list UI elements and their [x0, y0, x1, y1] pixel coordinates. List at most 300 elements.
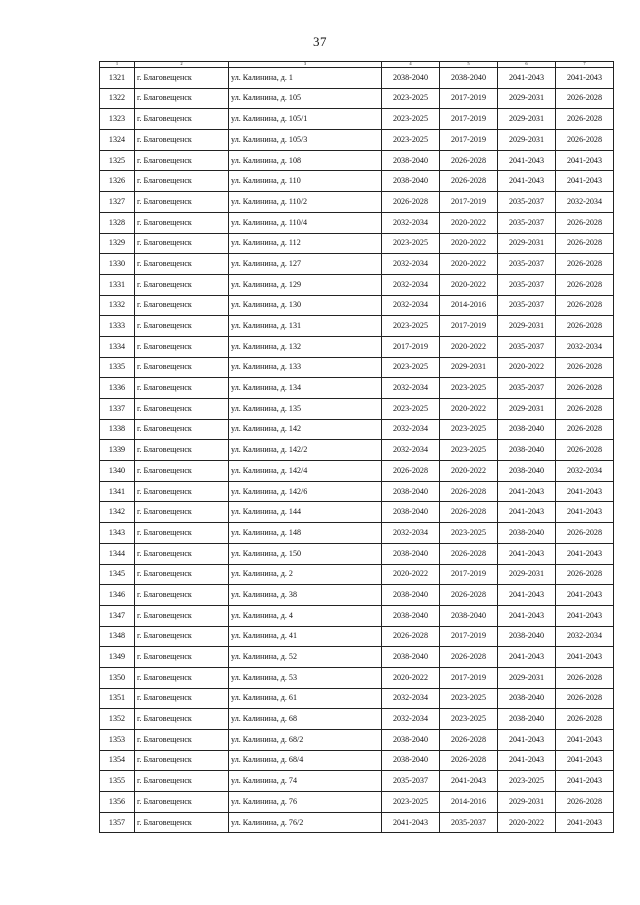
address-cell: ул. Калинина, д. 110/4	[229, 212, 382, 233]
row-number: 1349	[100, 647, 135, 668]
column-number: 6	[498, 62, 556, 68]
table-row	[100, 440, 614, 461]
address-cell: ул. Калинина, д. 53	[229, 667, 382, 688]
period-cell: 2026-2028	[440, 750, 498, 771]
period-cell: 2035-2037	[498, 274, 556, 295]
period-cell: 2032-2034	[556, 192, 614, 213]
table-row	[100, 667, 614, 688]
row-number: 1321	[100, 68, 135, 89]
row-number: 1354	[100, 750, 135, 771]
table-row	[100, 274, 614, 295]
period-cell: 2023-2025	[382, 357, 440, 378]
settlement-cell: г. Благовещенск	[135, 399, 229, 420]
table-row	[100, 130, 614, 151]
address-cell: ул. Калинина, д. 130	[229, 295, 382, 316]
row-number: 1338	[100, 419, 135, 440]
address-cell: ул. Калинина, д. 68/2	[229, 730, 382, 751]
period-cell: 2029-2031	[498, 667, 556, 688]
row-number: 1333	[100, 316, 135, 337]
period-cell: 2041-2043	[382, 812, 440, 833]
period-cell: 2026-2028	[556, 419, 614, 440]
period-cell: 2020-2022	[440, 461, 498, 482]
row-number: 1357	[100, 812, 135, 833]
row-number: 1355	[100, 771, 135, 792]
period-cell: 2026-2028	[440, 585, 498, 606]
period-cell: 2017-2019	[440, 109, 498, 130]
period-cell: 2029-2031	[498, 792, 556, 813]
address-cell: ул. Калинина, д. 132	[229, 336, 382, 357]
address-cell: ул. Калинина, д. 135	[229, 399, 382, 420]
period-cell: 2029-2031	[498, 564, 556, 585]
period-cell: 2020-2022	[440, 399, 498, 420]
period-cell: 2035-2037	[382, 771, 440, 792]
settlement-cell: г. Благовещенск	[135, 730, 229, 751]
period-cell: 2026-2028	[440, 543, 498, 564]
address-cell: ул. Калинина, д. 4	[229, 605, 382, 626]
row-number: 1334	[100, 336, 135, 357]
period-cell: 2017-2019	[440, 564, 498, 585]
period-cell: 2020-2022	[498, 812, 556, 833]
settlement-cell: г. Благовещенск	[135, 336, 229, 357]
address-cell: ул. Калинина, д. 142	[229, 419, 382, 440]
table-row	[100, 68, 614, 89]
period-cell: 2032-2034	[382, 440, 440, 461]
period-cell: 2041-2043	[556, 585, 614, 606]
settlement-cell: г. Благовещенск	[135, 585, 229, 606]
address-cell: ул. Калинина, д. 108	[229, 150, 382, 171]
address-cell: ул. Калинина, д. 41	[229, 626, 382, 647]
settlement-cell: г. Благовещенск	[135, 419, 229, 440]
period-cell: 2032-2034	[382, 254, 440, 275]
row-number: 1326	[100, 171, 135, 192]
row-number: 1336	[100, 378, 135, 399]
row-number: 1348	[100, 626, 135, 647]
table-row	[100, 461, 614, 482]
period-cell: 2026-2028	[440, 647, 498, 668]
period-cell: 2032-2034	[382, 274, 440, 295]
column-number: 4	[382, 62, 440, 68]
period-cell: 2023-2025	[440, 419, 498, 440]
period-cell: 2023-2025	[382, 109, 440, 130]
row-number: 1330	[100, 254, 135, 275]
table-row	[100, 109, 614, 130]
table-row	[100, 88, 614, 109]
settlement-cell: г. Благовещенск	[135, 440, 229, 461]
table-row	[100, 771, 614, 792]
period-cell: 2029-2031	[498, 88, 556, 109]
period-cell: 2032-2034	[382, 688, 440, 709]
period-cell: 2041-2043	[556, 730, 614, 751]
period-cell: 2026-2028	[556, 440, 614, 461]
period-cell: 2029-2031	[440, 357, 498, 378]
period-cell: 2020-2022	[498, 357, 556, 378]
address-cell: ул. Калинина, д. 76	[229, 792, 382, 813]
row-number: 1356	[100, 792, 135, 813]
period-cell: 2041-2043	[556, 502, 614, 523]
table-row	[100, 792, 614, 813]
row-number: 1343	[100, 523, 135, 544]
period-cell: 2041-2043	[556, 68, 614, 89]
address-cell: ул. Калинина, д. 142/4	[229, 461, 382, 482]
settlement-cell: г. Благовещенск	[135, 68, 229, 89]
table-row	[100, 150, 614, 171]
period-cell: 2026-2028	[440, 502, 498, 523]
period-cell: 2035-2037	[440, 812, 498, 833]
period-cell: 2032-2034	[382, 523, 440, 544]
column-number: 2	[135, 62, 229, 68]
address-cell: ул. Калинина, д. 68	[229, 709, 382, 730]
period-cell: 2026-2028	[556, 274, 614, 295]
period-cell: 2026-2028	[440, 730, 498, 751]
settlement-cell: г. Благовещенск	[135, 626, 229, 647]
row-number: 1325	[100, 150, 135, 171]
settlement-cell: г. Благовещенск	[135, 605, 229, 626]
settlement-cell: г. Благовещенск	[135, 647, 229, 668]
period-cell: 2017-2019	[440, 130, 498, 151]
period-cell: 2026-2028	[440, 481, 498, 502]
settlement-cell: г. Благовещенск	[135, 233, 229, 254]
table-row	[100, 605, 614, 626]
settlement-cell: г. Благовещенск	[135, 543, 229, 564]
period-cell: 2035-2037	[498, 212, 556, 233]
period-cell: 2038-2040	[498, 709, 556, 730]
period-cell: 2035-2037	[498, 336, 556, 357]
period-cell: 2038-2040	[382, 605, 440, 626]
period-cell: 2017-2019	[440, 667, 498, 688]
table-row	[100, 688, 614, 709]
settlement-cell: г. Благовещенск	[135, 192, 229, 213]
table-row	[100, 750, 614, 771]
table-row	[100, 295, 614, 316]
period-cell: 2038-2040	[440, 605, 498, 626]
period-cell: 2038-2040	[382, 502, 440, 523]
table-row	[100, 233, 614, 254]
settlement-cell: г. Благовещенск	[135, 709, 229, 730]
period-cell: 2017-2019	[382, 336, 440, 357]
period-cell: 2029-2031	[498, 109, 556, 130]
period-cell: 2029-2031	[498, 399, 556, 420]
period-cell: 2026-2028	[556, 316, 614, 337]
period-cell: 2017-2019	[440, 626, 498, 647]
period-cell: 2041-2043	[556, 605, 614, 626]
period-cell: 2038-2040	[498, 523, 556, 544]
period-cell: 2038-2040	[440, 68, 498, 89]
period-cell: 2032-2034	[556, 626, 614, 647]
row-number: 1324	[100, 130, 135, 151]
address-cell: ул. Калинина, д. 105	[229, 88, 382, 109]
period-cell: 2041-2043	[498, 481, 556, 502]
housing-schedule-table	[99, 61, 614, 833]
period-cell: 2029-2031	[498, 233, 556, 254]
period-cell: 2026-2028	[556, 564, 614, 585]
table-row	[100, 709, 614, 730]
row-number: 1353	[100, 730, 135, 751]
table-row	[100, 647, 614, 668]
row-number: 1340	[100, 461, 135, 482]
period-cell: 2041-2043	[556, 481, 614, 502]
period-cell: 2023-2025	[440, 709, 498, 730]
row-number: 1322	[100, 88, 135, 109]
period-cell: 2023-2025	[440, 378, 498, 399]
address-cell: ул. Калинина, д. 129	[229, 274, 382, 295]
period-cell: 2038-2040	[382, 585, 440, 606]
period-cell: 2017-2019	[440, 192, 498, 213]
settlement-cell: г. Благовещенск	[135, 750, 229, 771]
address-cell: ул. Калинина, д. 52	[229, 647, 382, 668]
settlement-cell: г. Благовещенск	[135, 254, 229, 275]
period-cell: 2041-2043	[556, 543, 614, 564]
period-cell: 2041-2043	[556, 647, 614, 668]
period-cell: 2026-2028	[556, 667, 614, 688]
address-cell: ул. Калинина, д. 76/2	[229, 812, 382, 833]
period-cell: 2026-2028	[556, 233, 614, 254]
period-cell: 2038-2040	[498, 688, 556, 709]
row-number: 1341	[100, 481, 135, 502]
table-row	[100, 399, 614, 420]
period-cell: 2026-2028	[382, 461, 440, 482]
period-cell: 2026-2028	[556, 709, 614, 730]
period-cell: 2041-2043	[556, 812, 614, 833]
settlement-cell: г. Благовещенск	[135, 150, 229, 171]
settlement-cell: г. Благовещенск	[135, 523, 229, 544]
period-cell: 2026-2028	[556, 399, 614, 420]
period-cell: 2023-2025	[382, 88, 440, 109]
period-cell: 2041-2043	[556, 150, 614, 171]
period-cell: 2026-2028	[556, 295, 614, 316]
row-number: 1339	[100, 440, 135, 461]
period-cell: 2026-2028	[556, 212, 614, 233]
period-cell: 2020-2022	[440, 233, 498, 254]
period-cell: 2023-2025	[382, 316, 440, 337]
column-number: 3	[229, 62, 382, 68]
address-cell: ул. Калинина, д. 144	[229, 502, 382, 523]
period-cell: 2032-2034	[556, 461, 614, 482]
settlement-cell: г. Благовещенск	[135, 212, 229, 233]
period-cell: 2041-2043	[498, 502, 556, 523]
row-number: 1331	[100, 274, 135, 295]
period-cell: 2041-2043	[498, 585, 556, 606]
period-cell: 2029-2031	[498, 130, 556, 151]
settlement-cell: г. Благовещенск	[135, 502, 229, 523]
period-cell: 2032-2034	[382, 212, 440, 233]
period-cell: 2023-2025	[440, 688, 498, 709]
column-number: 5	[440, 62, 498, 68]
address-cell: ул. Калинина, д. 142/6	[229, 481, 382, 502]
period-cell: 2020-2022	[440, 212, 498, 233]
period-cell: 2020-2022	[382, 564, 440, 585]
row-number: 1351	[100, 688, 135, 709]
table-row	[100, 730, 614, 751]
row-number: 1346	[100, 585, 135, 606]
address-cell: ул. Калинина, д. 2	[229, 564, 382, 585]
address-cell: ул. Калинина, д. 134	[229, 378, 382, 399]
row-number: 1342	[100, 502, 135, 523]
period-cell: 2026-2028	[440, 171, 498, 192]
period-cell: 2038-2040	[498, 461, 556, 482]
address-cell: ул. Калинина, д. 38	[229, 585, 382, 606]
period-cell: 2023-2025	[440, 440, 498, 461]
address-cell: ул. Калинина, д. 68/4	[229, 750, 382, 771]
period-cell: 2026-2028	[382, 192, 440, 213]
period-cell: 2032-2034	[556, 336, 614, 357]
period-cell: 2038-2040	[498, 440, 556, 461]
period-cell: 2014-2016	[440, 792, 498, 813]
table-row	[100, 357, 614, 378]
period-cell: 2035-2037	[498, 295, 556, 316]
table-row	[100, 171, 614, 192]
period-cell: 2020-2022	[440, 254, 498, 275]
table-row	[100, 564, 614, 585]
period-cell: 2038-2040	[498, 419, 556, 440]
period-cell: 2038-2040	[382, 68, 440, 89]
period-cell: 2041-2043	[498, 647, 556, 668]
period-cell: 2026-2028	[556, 88, 614, 109]
table-row	[100, 812, 614, 833]
period-cell: 2041-2043	[498, 150, 556, 171]
table-row	[100, 336, 614, 357]
address-cell: ул. Калинина, д. 110	[229, 171, 382, 192]
period-cell: 2026-2028	[556, 792, 614, 813]
row-number: 1352	[100, 709, 135, 730]
period-cell: 2041-2043	[498, 750, 556, 771]
period-cell: 2026-2028	[556, 357, 614, 378]
period-cell: 2023-2025	[440, 523, 498, 544]
period-cell: 2041-2043	[498, 605, 556, 626]
address-cell: ул. Калинина, д. 133	[229, 357, 382, 378]
period-cell: 2023-2025	[382, 399, 440, 420]
table-row	[100, 212, 614, 233]
row-number: 1327	[100, 192, 135, 213]
column-number: 1	[100, 62, 135, 68]
period-cell: 2038-2040	[382, 150, 440, 171]
period-cell: 2023-2025	[498, 771, 556, 792]
period-cell: 2038-2040	[498, 626, 556, 647]
address-cell: ул. Калинина, д. 74	[229, 771, 382, 792]
table-row	[100, 502, 614, 523]
settlement-cell: г. Благовещенск	[135, 812, 229, 833]
settlement-cell: г. Благовещенск	[135, 792, 229, 813]
address-cell: ул. Калинина, д. 61	[229, 688, 382, 709]
period-cell: 2032-2034	[382, 378, 440, 399]
table-row	[100, 626, 614, 647]
period-cell: 2038-2040	[382, 730, 440, 751]
period-cell: 2017-2019	[440, 88, 498, 109]
period-cell: 2035-2037	[498, 254, 556, 275]
period-cell: 2038-2040	[382, 543, 440, 564]
row-number: 1323	[100, 109, 135, 130]
address-cell: ул. Калинина, д. 105/3	[229, 130, 382, 151]
settlement-cell: г. Благовещенск	[135, 171, 229, 192]
period-cell: 2038-2040	[382, 171, 440, 192]
period-cell: 2032-2034	[382, 709, 440, 730]
period-cell: 2026-2028	[556, 109, 614, 130]
table-row	[100, 192, 614, 213]
settlement-cell: г. Благовещенск	[135, 88, 229, 109]
table-row	[100, 523, 614, 544]
table-row	[100, 481, 614, 502]
settlement-cell: г. Благовещенск	[135, 357, 229, 378]
period-cell: 2026-2028	[382, 626, 440, 647]
address-cell: ул. Калинина, д. 150	[229, 543, 382, 564]
period-cell: 2014-2016	[440, 295, 498, 316]
settlement-cell: г. Благовещенск	[135, 481, 229, 502]
row-number: 1335	[100, 357, 135, 378]
address-cell: ул. Калинина, д. 105/1	[229, 109, 382, 130]
period-cell: 2023-2025	[382, 233, 440, 254]
period-cell: 2032-2034	[382, 295, 440, 316]
period-cell: 2041-2043	[556, 171, 614, 192]
period-cell: 2041-2043	[440, 771, 498, 792]
table-row	[100, 419, 614, 440]
settlement-cell: г. Благовещенск	[135, 109, 229, 130]
period-cell: 2041-2043	[498, 543, 556, 564]
period-cell: 2026-2028	[440, 150, 498, 171]
period-cell: 2026-2028	[556, 688, 614, 709]
period-cell: 2020-2022	[382, 667, 440, 688]
period-cell: 2038-2040	[382, 647, 440, 668]
period-cell: 2041-2043	[556, 750, 614, 771]
row-number: 1337	[100, 399, 135, 420]
period-cell: 2041-2043	[556, 771, 614, 792]
row-number: 1329	[100, 233, 135, 254]
row-number: 1350	[100, 667, 135, 688]
address-cell: ул. Калинина, д. 127	[229, 254, 382, 275]
period-cell: 2026-2028	[556, 254, 614, 275]
period-cell: 2023-2025	[382, 792, 440, 813]
address-cell: ул. Калинина, д. 142/2	[229, 440, 382, 461]
settlement-cell: г. Благовещенск	[135, 274, 229, 295]
period-cell: 2041-2043	[498, 730, 556, 751]
page-number: 37	[313, 34, 327, 49]
address-cell: ул. Калинина, д. 1	[229, 68, 382, 89]
period-cell: 2038-2040	[382, 750, 440, 771]
table-row	[100, 316, 614, 337]
settlement-cell: г. Благовещенск	[135, 564, 229, 585]
row-number: 1345	[100, 564, 135, 585]
period-cell: 2026-2028	[556, 130, 614, 151]
table-row	[100, 254, 614, 275]
settlement-cell: г. Благовещенск	[135, 316, 229, 337]
period-cell: 2020-2022	[440, 336, 498, 357]
period-cell: 2017-2019	[440, 316, 498, 337]
period-cell: 2035-2037	[498, 192, 556, 213]
settlement-cell: г. Благовещенск	[135, 771, 229, 792]
period-cell: 2041-2043	[498, 171, 556, 192]
period-cell: 2020-2022	[440, 274, 498, 295]
address-cell: ул. Калинина, д. 148	[229, 523, 382, 544]
settlement-cell: г. Благовещенск	[135, 461, 229, 482]
table-row	[100, 543, 614, 564]
row-number: 1332	[100, 295, 135, 316]
address-cell: ул. Калинина, д. 110/2	[229, 192, 382, 213]
period-cell: 2029-2031	[498, 316, 556, 337]
period-cell: 2038-2040	[382, 481, 440, 502]
row-number: 1328	[100, 212, 135, 233]
table-row	[100, 585, 614, 606]
settlement-cell: г. Благовещенск	[135, 667, 229, 688]
address-cell: ул. Калинина, д. 131	[229, 316, 382, 337]
address-cell: ул. Калинина, д. 112	[229, 233, 382, 254]
settlement-cell: г. Благовещенск	[135, 295, 229, 316]
period-cell: 2026-2028	[556, 523, 614, 544]
period-cell: 2026-2028	[556, 378, 614, 399]
period-cell: 2023-2025	[382, 130, 440, 151]
period-cell: 2032-2034	[382, 419, 440, 440]
settlement-cell: г. Благовещенск	[135, 378, 229, 399]
row-number: 1347	[100, 605, 135, 626]
column-number: 7	[556, 62, 614, 68]
row-number: 1344	[100, 543, 135, 564]
